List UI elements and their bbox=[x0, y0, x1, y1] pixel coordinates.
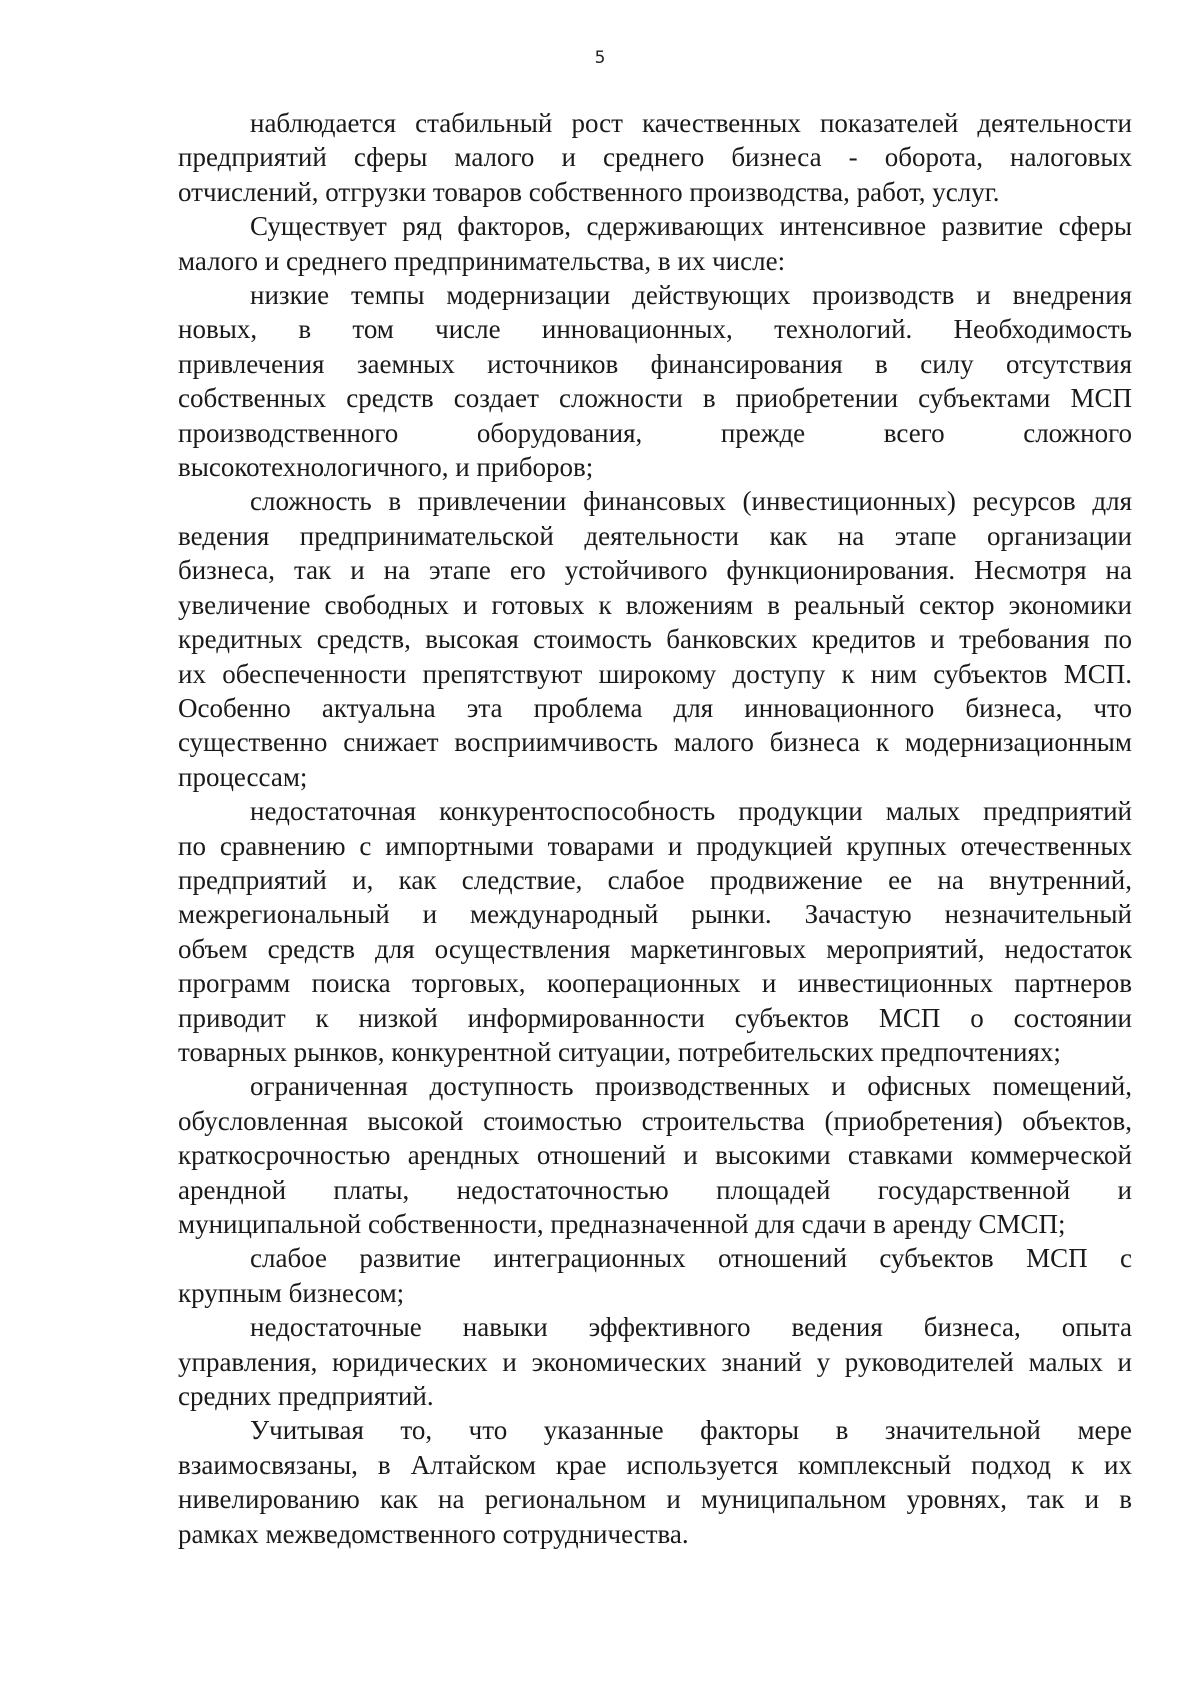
paragraph-line: Существует ряд факторов, сдерживающих интенсивное развитие сферы bbox=[250, 211, 1132, 242]
paragraph-line: муниципальной собственности, предназначенной для сдачи в аренду СМСП; bbox=[178, 1209, 1066, 1239]
paragraph-line: управления, юридических и экономических знаний у руководителей малых и bbox=[178, 1346, 1132, 1377]
paragraph bbox=[178, 1241, 1132, 1310]
paragraph-line: по сравнению с импортными товарами и продукцией крупных отечественных bbox=[178, 830, 1132, 861]
paragraph bbox=[178, 794, 1132, 1069]
paragraph-line: отчислений, отгрузки товаров собственного производства, работ, услуг. bbox=[178, 176, 1000, 207]
paragraph-line: недостаточные навыки эффективного ведения бизнеса, опыта bbox=[250, 1312, 1132, 1343]
paragraph-line: их обеспеченности препятствуют широкому доступу к ним субъектов МСП. bbox=[178, 658, 1132, 689]
paragraph-line: арендной платы, недостаточностью площадей государственной и bbox=[178, 1174, 1132, 1205]
paragraph-line: кредитных средств, высокая стоимость банковских кредитов и требования по bbox=[178, 624, 1132, 655]
paragraph-line: слабое развитие интеграционных отношений субъектов МСП с bbox=[250, 1243, 1132, 1274]
paragraph-line: объем средств для осуществления маркетинговых мероприятий, недостаток bbox=[178, 933, 1132, 964]
paragraph bbox=[178, 1069, 1132, 1241]
paragraph-line: предприятий сферы малого и среднего бизнеса - оборота, налоговых bbox=[178, 142, 1132, 173]
paragraph-line: крупным бизнесом; bbox=[178, 1277, 405, 1308]
paragraph-line: краткосрочностью арендных отношений и высокими ставками коммерческой bbox=[178, 1140, 1132, 1171]
paragraph-line: межрегиональный и международный рынки. Зачастую незначительный bbox=[178, 899, 1132, 930]
paragraph-line: ведения предпринимательской деятельности как на этапе организации bbox=[178, 520, 1132, 551]
paragraph-line: увеличение свободных и готовых к вложениям в реальный сектор экономики bbox=[178, 589, 1132, 620]
paragraph-line: Учитывая то, что указанные факторы в значительной мере bbox=[250, 1415, 1132, 1446]
paragraph bbox=[178, 106, 1132, 209]
paragraph-line: собственных средств создает сложности в приобретении субъектами МСП bbox=[178, 383, 1132, 414]
page-number: 5 bbox=[594, 48, 606, 68]
paragraph bbox=[178, 209, 1132, 278]
paragraph-line: товарных рынков, конкурентной ситуации, потребительских предпочтениях; bbox=[178, 1036, 1061, 1067]
paragraph bbox=[178, 1413, 1132, 1551]
paragraph-line: низкие темпы модернизации действующих производств и внедрения bbox=[250, 280, 1132, 311]
paragraph-line: привлечения заемных источников финансирования в силу отсутствия bbox=[178, 348, 1132, 379]
paragraph-line: нивелированию как на региональном и муниципальном уровнях, так и в bbox=[178, 1484, 1132, 1515]
paragraph-line: существенно снижает восприимчивость малого бизнеса к модернизационным bbox=[178, 727, 1132, 758]
paragraph-line: Особенно актуальна эта проблема для инновационного бизнеса, что bbox=[178, 692, 1132, 723]
paragraph-line: обусловленная высокой стоимостью строительства (приобретения) объектов, bbox=[178, 1105, 1132, 1136]
paragraph-line: новых, в том числе инновационных, технологий. Необходимость bbox=[178, 314, 1132, 345]
paragraph bbox=[178, 278, 1132, 484]
paragraph-line: процессам; bbox=[178, 761, 308, 792]
paragraph-line: приводит к низкой информированности субъектов МСП о состоянии bbox=[178, 1002, 1132, 1033]
paragraph-line: взаимосвязаны, в Алтайском крае используется комплексный подход к их bbox=[178, 1449, 1132, 1480]
paragraph-line: сложность в привлечении финансовых (инвестиционных) ресурсов для bbox=[250, 486, 1132, 517]
paragraph-line: программ поиска торговых, кооперационных и инвестиционных партнеров bbox=[178, 968, 1132, 999]
document-body bbox=[178, 106, 1132, 1551]
paragraph-line: недостаточная конкурентоспособность продукции малых предприятий bbox=[250, 796, 1132, 827]
paragraph-line: малого и среднего предпринимательства, в их числе: bbox=[178, 245, 786, 276]
paragraph-line: ограниченная доступность производственных и офисных помещений, bbox=[250, 1071, 1132, 1102]
paragraph-line: наблюдается стабильный рост качественных показателей деятельности bbox=[250, 108, 1132, 138]
paragraph bbox=[178, 484, 1132, 794]
paragraph bbox=[178, 1310, 1132, 1413]
paragraph-line: предприятий и, как следствие, слабое продвижение ее на внутренний, bbox=[178, 864, 1132, 895]
paragraph-line: высокотехнологичного, и приборов; bbox=[178, 452, 594, 483]
paragraph-line: средних предприятий. bbox=[178, 1381, 434, 1412]
paragraph-line: бизнеса, так и на этапе его устойчивого функционирования. Несмотря на bbox=[178, 555, 1132, 586]
paragraph-line: производственного оборудования, прежде всего сложного bbox=[178, 417, 1132, 448]
paragraph-line: рамках межведомственного сотрудничества. bbox=[178, 1518, 689, 1549]
